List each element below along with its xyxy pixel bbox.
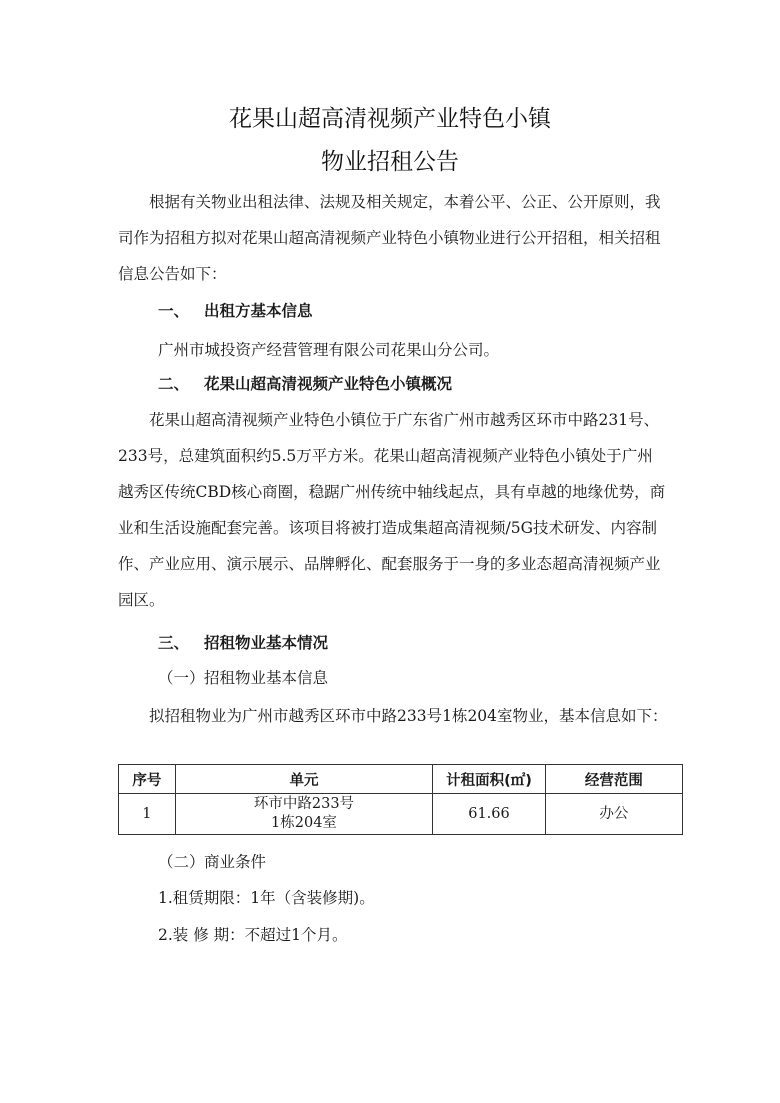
subsection1-heading	[158, 666, 328, 688]
table-header-no: 序号	[119, 765, 176, 794]
section3-heading	[158, 631, 328, 653]
subsection1-body: 拟招租物业为广州市越秀区环市中路233号1栋204室物业，基本信息如下：	[149, 707, 668, 725]
condition-item: 1.租赁期限：1年（含装修期)。	[158, 889, 375, 907]
property-table	[118, 764, 683, 835]
section3-number: 三、	[158, 634, 190, 652]
cell-unit	[175, 794, 433, 835]
section1-number: 一、	[158, 302, 190, 320]
document-title-line2: 物业招租公告	[321, 149, 459, 175]
section1-title: 出租方基本信息	[204, 302, 313, 320]
section2-body: 花果山超高清视频产业特色小镇位于广东省广州市越秀区环市中路231号、233号，总建筑面积约5.5万平方米。花果山超高清视频产业特色小镇处于广州越秀区传统CBD核心商圈，稳踞广州传统中轴线起点，具有卓越的地缘优势，商业和生活设施配套完善。该项目将被打造成集超高清视频/5G技术研发、内容制作、产业应用、演示展示、品牌孵化、配套服务于一身的多业态超高清视频产业园区。	[118, 411, 666, 609]
subsection2-heading	[158, 850, 266, 872]
cell-unit-line1: 环市中路233号	[253, 796, 355, 812]
table-row	[119, 794, 683, 835]
table-header-area: 计租面积(㎡)	[433, 765, 546, 794]
cell-unit-line2: 1栋204室	[271, 815, 337, 831]
section2-number: 二、	[158, 375, 190, 393]
table-header-scope: 经营范围	[545, 765, 682, 794]
section1-heading	[158, 299, 313, 321]
cell-area: 61.66	[433, 794, 546, 835]
subsection1-title: 招租物业基本信息	[204, 669, 329, 687]
intro-paragraph: 根据有关物业出租法律、法规及相关规定，本着公平、公正、公开原则，我司作为招租方拟对花果山超高清视频产业特色小镇物业进行公开招租，相关招租信息公告如下：	[118, 193, 661, 283]
table-header-unit: 单元	[175, 765, 433, 794]
section2-title: 花果山超高清视频产业特色小镇概况	[204, 375, 453, 393]
document-title-line1: 花果山超高清视频产业特色小镇	[229, 106, 551, 132]
cell-scope: 办公	[545, 794, 682, 835]
subsection2-title: 商业条件	[204, 853, 267, 871]
subsection2-number: （二）	[158, 853, 205, 871]
condition-item: 2.装 修 期：不超过1个月。	[158, 926, 348, 944]
table-header-row	[119, 765, 683, 794]
subsection1-number: （一）	[158, 669, 205, 687]
section2-heading	[158, 372, 452, 394]
section3-title: 招租物业基本情况	[204, 634, 329, 652]
section1-body: 广州市城投资产经营管理有限公司花果山分公司。	[158, 341, 500, 359]
cell-no: 1	[119, 794, 176, 835]
